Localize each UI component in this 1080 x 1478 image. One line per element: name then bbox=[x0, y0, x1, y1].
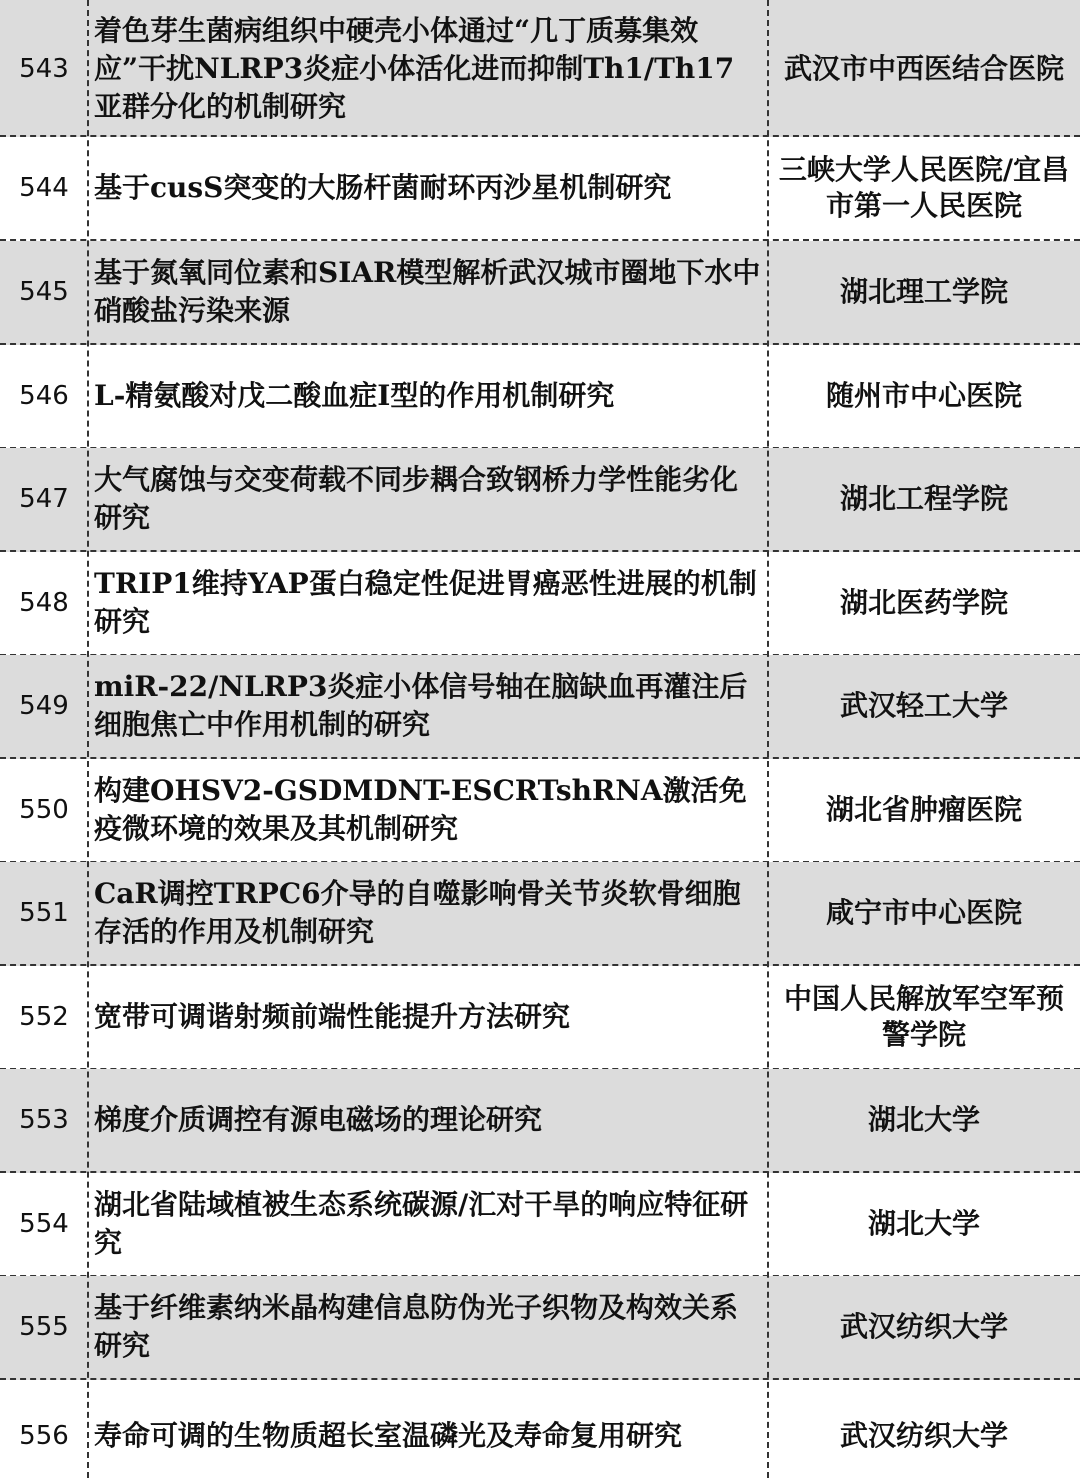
column-divider bbox=[87, 0, 89, 1478]
project-title: 基于纤维素纳米晶构建信息防伪光子织物及构效关系研究 bbox=[94, 1290, 739, 1362]
row-number: 556 bbox=[19, 1421, 69, 1451]
row-number: 543 bbox=[19, 53, 69, 84]
table-row bbox=[0, 0, 1080, 137]
table-row bbox=[0, 1069, 1080, 1173]
institution: 武汉轻工大学 bbox=[839, 688, 1008, 722]
column-divider bbox=[767, 0, 769, 1478]
institution: 湖北工程学院 bbox=[839, 481, 1008, 515]
project-title: 寿命可调的生物质超长室温磷光及寿命复用研究 bbox=[94, 1419, 683, 1452]
project-title: L-精氨酸对戊二酸血症I型的作用机制研究 bbox=[94, 378, 615, 412]
row-number: 553 bbox=[19, 1104, 69, 1135]
row-number: 548 bbox=[19, 587, 69, 618]
row-number: 555 bbox=[19, 1311, 69, 1342]
institution: 武汉纺织大学 bbox=[839, 1419, 1008, 1452]
project-title: 大气腐蚀与交变荷载不同步耦合致钢桥力学性能劣化研究 bbox=[94, 462, 739, 534]
project-title: miR-22/NLRP3炎症小体信号轴在脑缺血再灌注后细胞焦亡中作用机制的研究 bbox=[94, 669, 748, 741]
row-number: 547 bbox=[19, 483, 69, 514]
institution: 武汉纺织大学 bbox=[839, 1309, 1008, 1343]
table-row bbox=[0, 448, 1080, 552]
row-number: 552 bbox=[19, 1001, 69, 1032]
table-row bbox=[0, 345, 1080, 449]
project-title: TRIP1维持YAP蛋白稳定性促进胃癌恶性进展的机制研究 bbox=[94, 566, 757, 638]
table-row bbox=[0, 1380, 1080, 1478]
project-title: 湖北省陆域植被生态系统碳源/汇对干旱的响应特征研究 bbox=[94, 1187, 749, 1259]
row-number: 554 bbox=[19, 1208, 69, 1239]
project-title: 宽带可调谐射频前端性能提升方法研究 bbox=[94, 999, 571, 1033]
project-title: 梯度介质调控有源电磁场的理论研究 bbox=[94, 1102, 543, 1136]
table-row bbox=[0, 966, 1080, 1070]
table-row bbox=[0, 655, 1080, 759]
table-row bbox=[0, 862, 1080, 966]
institution: 湖北大学 bbox=[867, 1102, 980, 1136]
institution: 中国人民解放军空军预警学院 bbox=[783, 981, 1064, 1051]
table-row bbox=[0, 552, 1080, 656]
row-number: 549 bbox=[19, 690, 69, 721]
project-title: 着色芽生菌病组织中硬壳小体通过“几丁质募集效应”干扰NLRP3炎症小体活化进而抑制Th1/Th17亚群分化的机制研究 bbox=[94, 13, 735, 123]
row-number: 551 bbox=[19, 897, 69, 928]
table-row bbox=[0, 1276, 1080, 1380]
institution: 随州市中心医院 bbox=[825, 378, 1022, 412]
table-row bbox=[0, 1173, 1080, 1277]
table-row bbox=[0, 241, 1080, 345]
institution: 湖北理工学院 bbox=[839, 274, 1008, 308]
project-title: 构建OHSV2-GSDMDNT-ESCRTshRNA激活免疫微环境的效果及其机制研究 bbox=[94, 773, 747, 845]
row-number: 550 bbox=[19, 794, 69, 825]
institution: 湖北省肿瘤医院 bbox=[825, 792, 1022, 826]
institution: 三峡大学人民医院/宜昌市第一人民医院 bbox=[778, 152, 1070, 222]
row-number: 545 bbox=[19, 276, 69, 307]
project-title: 基于cusS突变的大肠杆菌耐环丙沙星机制研究 bbox=[94, 170, 672, 204]
project-title: CaR调控TRPC6介导的自噬影响骨关节炎软骨细胞存活的作用及机制研究 bbox=[94, 876, 741, 948]
row-number: 546 bbox=[19, 380, 69, 411]
table-row bbox=[0, 137, 1080, 241]
row-number: 544 bbox=[19, 172, 69, 203]
institution: 咸宁市中心医院 bbox=[825, 895, 1022, 929]
table-row bbox=[0, 759, 1080, 863]
institution: 湖北医药学院 bbox=[839, 585, 1008, 619]
institution: 武汉市中西医结合医院 bbox=[783, 51, 1064, 85]
project-title: 基于氮氧同位素和SIAR模型解析武汉城市圈地下水中硝酸盐污染来源 bbox=[94, 255, 761, 327]
institution: 湖北大学 bbox=[867, 1206, 980, 1240]
